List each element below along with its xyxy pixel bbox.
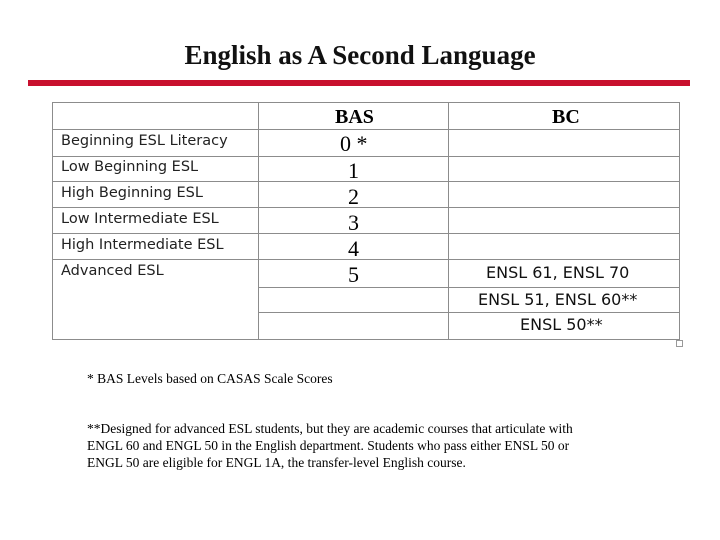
- footnote-advanced-line1: **Designed for advanced ESL students, but they are academic courses that articulate with: [87, 421, 573, 436]
- row-label: High Intermediate ESL: [61, 237, 224, 253]
- title-divider: [28, 80, 690, 86]
- row-label: Low Intermediate ESL: [61, 211, 219, 227]
- footnote-advanced-line3: ENGL 50 are eligible for ENGL 1A, the transfer-level English course.: [87, 455, 466, 470]
- row-label: Low Beginning ESL: [61, 159, 199, 175]
- row-label: Advanced ESL: [61, 263, 164, 279]
- row-divider: [53, 181, 679, 182]
- row-divider: [53, 207, 679, 208]
- row-divider: [53, 259, 679, 260]
- bas-level: 5: [348, 262, 359, 287]
- column-divider: [258, 103, 259, 339]
- bc-course: ENSL 61, ENSL 70: [486, 263, 630, 282]
- row-divider: [53, 233, 679, 234]
- bas-level: 0 *: [340, 131, 368, 156]
- bas-level: 2: [348, 184, 359, 209]
- bc-course: ENSL 51, ENSL 60**: [478, 290, 638, 309]
- esl-level-table: [52, 102, 680, 340]
- row-divider: [53, 129, 679, 130]
- column-divider: [448, 103, 449, 339]
- footnote-bas: * BAS Levels based on CASAS Scale Scores: [87, 371, 333, 386]
- page-title: English as A Second Language: [184, 40, 536, 70]
- row-divider: [258, 287, 679, 288]
- bas-level: 3: [348, 210, 359, 235]
- resize-handle-icon[interactable]: [676, 340, 683, 347]
- row-label: Beginning ESL Literacy: [61, 133, 228, 149]
- header-bas: BAS: [335, 106, 374, 128]
- bc-course: ENSL 50**: [520, 315, 603, 334]
- row-divider: [258, 312, 679, 313]
- header-bc: BC: [552, 106, 580, 128]
- footnote-advanced-line2: ENGL 60 and ENGL 50 in the English department. Students who pass either ENSL 50 or: [87, 438, 570, 453]
- bas-level: 1: [348, 158, 359, 183]
- row-label: High Beginning ESL: [61, 185, 203, 201]
- bas-level: 4: [348, 236, 359, 261]
